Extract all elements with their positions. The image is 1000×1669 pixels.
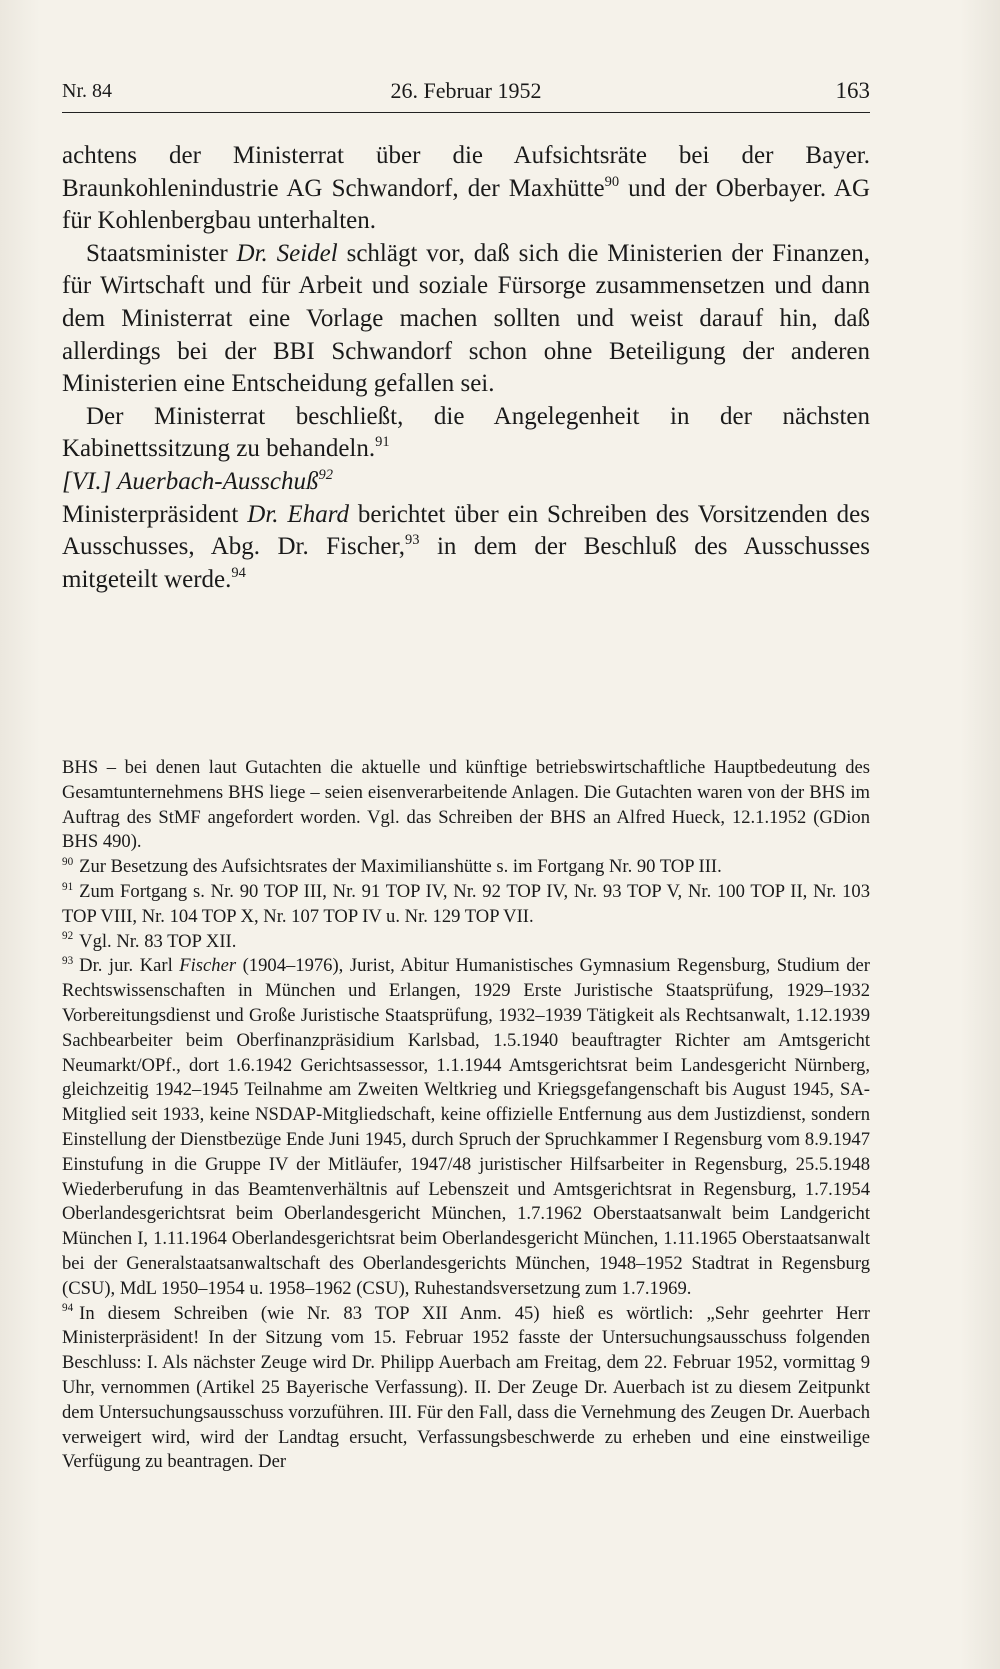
speaker-name: Dr. Seidel — [236, 239, 338, 267]
agenda-title: Auerbach-Ausschuß — [111, 467, 319, 495]
footnote-text: Zur Besetzung des Aufsichtsrates der Maximilianshütte s. im Fortgang Nr. 90 TOP III. — [79, 856, 722, 878]
footnote-92 — [62, 930, 870, 955]
footnote-text: Zum Fortgang s. Nr. 90 TOP III, Nr. 91 TOP IV, Nr. 92 TOP IV, Nr. 93 TOP V, Nr. 100 TOP II, Nr. 103 TOP VIII, Nr. 104 TOP X, Nr. 107 TOP IV u. Nr. 129 TOP VII. — [62, 880, 870, 927]
footnote-number: 94 — [62, 1302, 74, 1315]
paragraph-text: Staatsminister — [86, 239, 237, 267]
footnote-text: Vgl. Nr. 83 TOP XII. — [79, 930, 237, 952]
paragraph-text: schlägt vor, daß sich die Ministerien der Finanzen, für Wirtschaft und für Arbeit und soziale Fürsorge zusammensetzen und dann dem Ministerrat eine Vorlage machen sollten und weist darauf hin, daß allerdings bei der BBI Schwandorf schon ohne Beteiligung der anderen Ministerien eine Entscheidung gefallen sei. — [62, 239, 870, 398]
footnote-ref-91: 91 — [375, 434, 390, 451]
footnote-number: 91 — [62, 880, 74, 893]
footnotes — [62, 756, 870, 1475]
footnote-number: 92 — [62, 930, 74, 943]
footnote-91 — [62, 880, 870, 930]
footnote-ref-92: 92 — [318, 466, 333, 483]
paragraph-aufsichtsraete — [62, 140, 870, 238]
footnote-text: In diesem Schreiben (wie Nr. 83 TOP XII Anm. 45) hieß es wörtlich: „Sehr geehrter Herr Ministerpräsident! In der Sitzung vom 15. Februar 1952 fasste der Untersuchungsausschuss folgenden Beschluss: I. Als nächster Zeuge wird Dr. Philipp Auerbach am Freitag, dem 22. Februar 1952, vormittag 9 Uhr, vernommen (Artikel 25 Bayerische Verfassung). II. Der Zeuge Dr. Auerbach ist zu diesem Zeitpunkt dem Untersuchungsausschuss vorzuführen. III. Für den Fall, dass die Vernehmung des Zeugen Dr. Auerbach verweigert wird, wird der Landtag ersucht, Verfassungsbeschwerde zu erheben und eine einstweilige Verfügung zu beantragen. Der — [62, 1302, 870, 1473]
document-number: Nr. 84 — [62, 80, 112, 102]
footnote-ref-93: 93 — [405, 531, 420, 548]
speaker-name: Dr. Ehard — [247, 500, 350, 528]
agenda-heading — [62, 466, 870, 499]
footnote-94 — [62, 1302, 870, 1476]
paragraph-beschluss — [62, 401, 870, 466]
header-date: 26. Februar 1952 — [390, 78, 542, 103]
agenda-number: [VI.] — [62, 467, 112, 495]
paragraph-text: achtens der Ministerrat über die Aufsichtsräte bei der Bayer. Braunkohlenindustrie AG Schwandorf, der Maxhütte — [62, 142, 870, 202]
main-text — [62, 140, 870, 596]
footnote-text: (1904–1976), Jurist, Abitur Humanistisches Gymnasium Regensburg, Studium der Rechtswissenschaften in München und Erlangen, 1929 Erste Juristische Staatsprüfung, 1929–1932 Vorbereitungsdienst und Große Juristische Staatsprüfung, 1932–1939 Tätigkeit als Rechtsanwalt, 1.12.1939 Sachbearbeiter beim Oberfinanzpräsidium Karlsbad, 1.5.1940 beauftragter Richter am Amtsgericht Neumarkt/OPf., dort 1.6.1942 Gerichtsassessor, 1.1.1944 Amtsgerichtsrat beim Landesgericht Nürnberg, gleichzeitig 1942–1945 Teilnahme am Zweiten Weltkrieg und Kriegsgefangenschaft bis August 1945, SA-Mitglied seit 1933, keine NSDAP-Mitgliedschaft, keine offizielle Entfernung aus dem Justizdienst, sondern Einstellung der Dienstbezüge Ende Juni 1945, durch Spruch der Spruchkammer I Regensburg vom 8.9.1947 Einstufung in die Gruppe IV der Mitläufer, 1947/48 juristischer Hilfsarbeiter in Regensburg, 25.5.1948 Wiederberufung in das Beamtenverhältnis auf Lebenszeit und Amtsgerichtsrat in Regensburg, 1.7.1954 Oberlandesgerichtsrat beim Oberlandesgericht München, 1.7.1962 Oberstaatsanwalt beim Landgericht München I, 1.11.1964 Oberlandesgerichtsrat beim Oberlandesgericht München, 1.11.1965 Oberstaatsanwalt bei der Generalstaatsanwaltschaft des Oberlandesgerichts München, 1948–1952 Stadtrat in Regensburg (CSU), MdL 1950–1954 u. 1958–1962 (CSU), Ruhestandsversetzung zum 1.7.1969. — [62, 955, 870, 1299]
footnote-carryover: BHS – bei denen laut Gutachten die aktuelle und künftige betriebswirtschaftliche Hauptbedeutung des Gesamtunternehmens BHS liege – seien eisenverarbeitende Anlagen. Die Gutachten waren von der BHS im Auftrag des StMF angefordert worden. Vgl. das Schreiben der BHS an Alfred Hueck, 12.1.1952 (GDion BHS 490). — [62, 757, 870, 853]
footnote-number: 90 — [62, 855, 74, 868]
paragraph-text: Ministerpräsident — [62, 500, 248, 528]
paragraph-text: berichtet über ein Schreiben des Vorsitzenden des Ausschusses, Abg. Dr. Fischer, — [62, 500, 870, 561]
footnote-text: Dr. jur. Karl — [79, 955, 180, 977]
paragraph-text: Der Ministerrat beschließt, die Angelegenheit in der nächsten Kabinettssitzung zu behandeln. — [62, 402, 870, 463]
person-name: Fischer — [179, 955, 237, 977]
footnote-number: 93 — [62, 955, 74, 968]
footnote-90 — [62, 855, 870, 880]
footnote-93 — [62, 954, 870, 1301]
footnote-ref-94: 94 — [231, 564, 246, 581]
paragraph-ehard — [62, 499, 870, 597]
paragraph-seidel — [62, 238, 870, 401]
page-number: 163 — [835, 78, 870, 103]
footnote-ref-90: 90 — [604, 173, 620, 190]
paragraph-text: und der Oberbayer. AG für Kohlenbergbau unterhalten. — [62, 174, 870, 235]
running-header — [62, 78, 870, 113]
paragraph-text: in dem der Beschluß des Ausschusses mitgeteilt werde. — [62, 533, 870, 593]
